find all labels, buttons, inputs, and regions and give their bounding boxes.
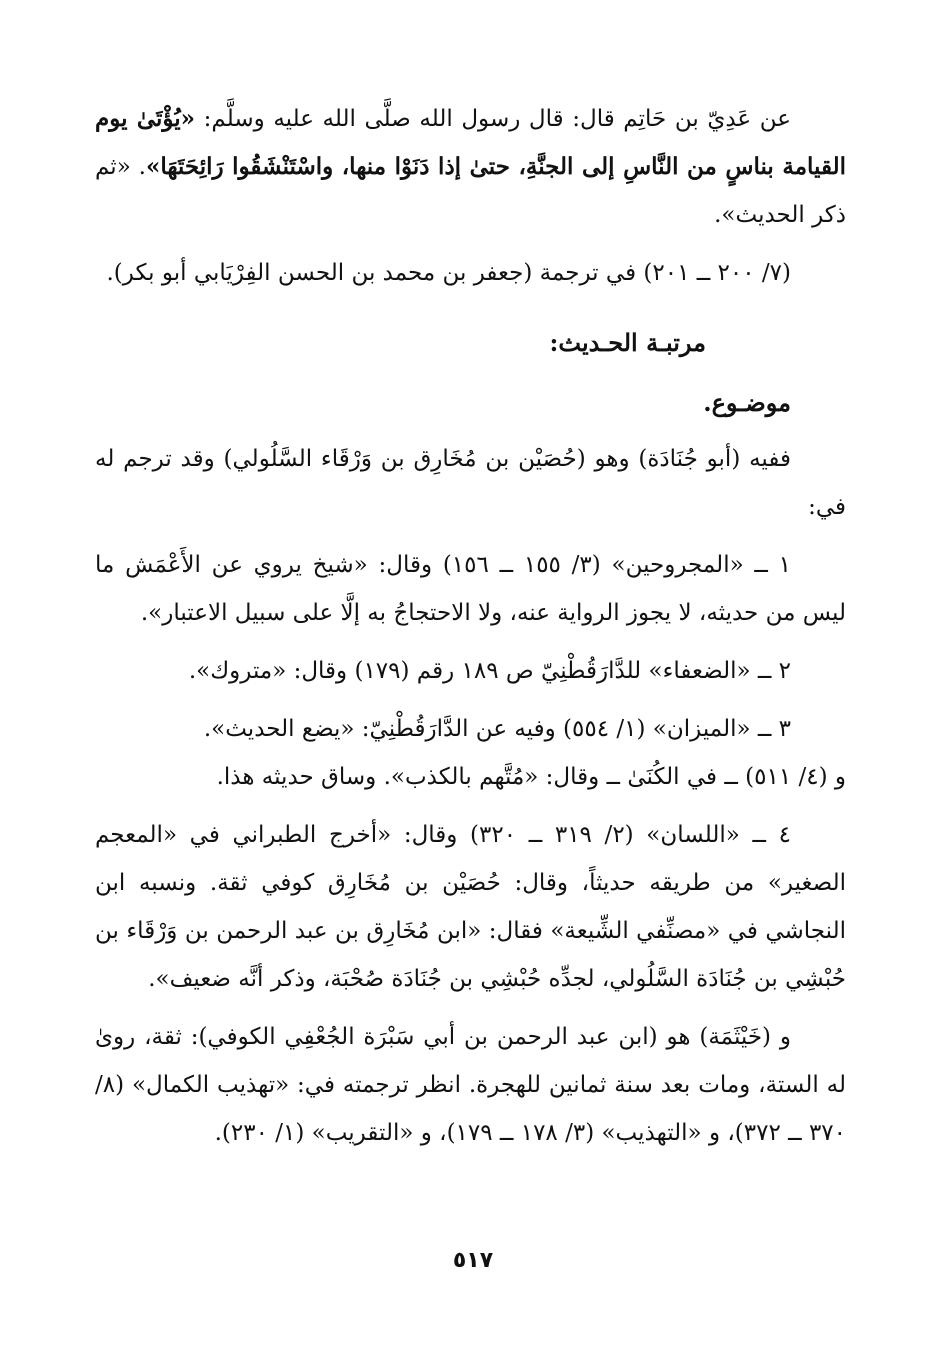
source-item-1: ١ ــ «المجروحين» (٣/ ١٥٥ ــ ١٥٦) وقال: «شيخ يروي عن الأَعْمَش ما ليس من حديثه، لا يجوز الرواية عنه، ولا الاحتجاجُ به إلَّا على سبيل الاعتبار». [95,552,846,626]
source-item-4: ٤ ــ «اللسان» (٢/ ٣١٩ ــ ٣٢٠) وقال: «أخرج الطبراني في «المعجم الصغير» من طريقه حديثاً، وقال: حُصَيْن بن مُخَارِق كوفي ثقة. ونسبه ابن النجاشي في «مصنِّفي الشِّيعة» فقال: «ابن مُخَارِق بن عبد الرحمن بن وَرْقَاء بن حُبْشِي بن جُنَادَة السَّلُولي، لجدِّه حُبْشِي بن جُنَادَة صُحْبَة، وذكر أنَّه ضعيف». [95,822,846,992]
hadith-tail: . «ثم ذكر الحديث». [95,154,846,228]
khaythama-note: و (خَيْثَمَة) هو (ابن عبد الرحمن بن أبي سَبْرَة الجُعْفِي الكوفي): ثقة، روىٰ له الستة، ومات بعد سنة ثمانين للهجرة. انظر ترجمته في: «تهذيب الكمال» (٨/ ٣٧٠ ــ ٣٧٢)، و «التهذيب» (٣/ ١٧٨ ــ ١٧٩)، و «التقريب» (١/ ٢٣٠). [95,1024,846,1146]
hadith-paragraph [95,95,846,239]
source-item-3 [95,705,846,801]
hadith-quote: «يُؤْتَىٰ يوم القيامة بناسٍ من النَّاسِ إلى الجنَّةِ، حتىٰ إذا دَنَوْا منها، واسْتَنْشَقُوا رَائِحَتَهَا» [95,105,846,180]
source-item-3-line-2: و (٤/ ٥١١) ــ في الكُنَىٰ ــ وقال: «مُتَّهم بالكذب». وساق حديثه هذا. [216,764,846,790]
source-item-2: ٢ ــ «الضعفاء» للدَّارَقُطْنِيّ ص ١٨٩ رقم (١٧٩) وقال: «متروك». [188,658,791,684]
narrator-intro: ففيه (أبو جُنَادَة) وهو (حُصَيْن بن مُخَارِق بن وَرْقَاء السَّلُولي) وقد ترجم له في: [95,446,846,520]
source-item-3-line-1: ٣ ــ «الميزان» (١/ ٥٥٤) وفيه عن الدَّارَقُطْنِيّ: «يضع الحديث». [203,716,791,742]
translation-reference: (٧/ ٢٠٠ ــ ٢٠١) في ترجمة (جعفر بن محمد بن الحسن الفِرْيَابي أبو بكر). [106,260,791,286]
hadith-verdict: موضـوع. [703,388,791,417]
page-body [95,95,846,1167]
page-number: ٥١٧ [452,1248,494,1273]
hadith-intro: عن عَدِيّ بن حَاتِم قال: قال رسول الله صلَّى الله عليه وسلَّم: [195,106,791,132]
section-heading: مرتبـة الحـديث: [549,328,706,357]
